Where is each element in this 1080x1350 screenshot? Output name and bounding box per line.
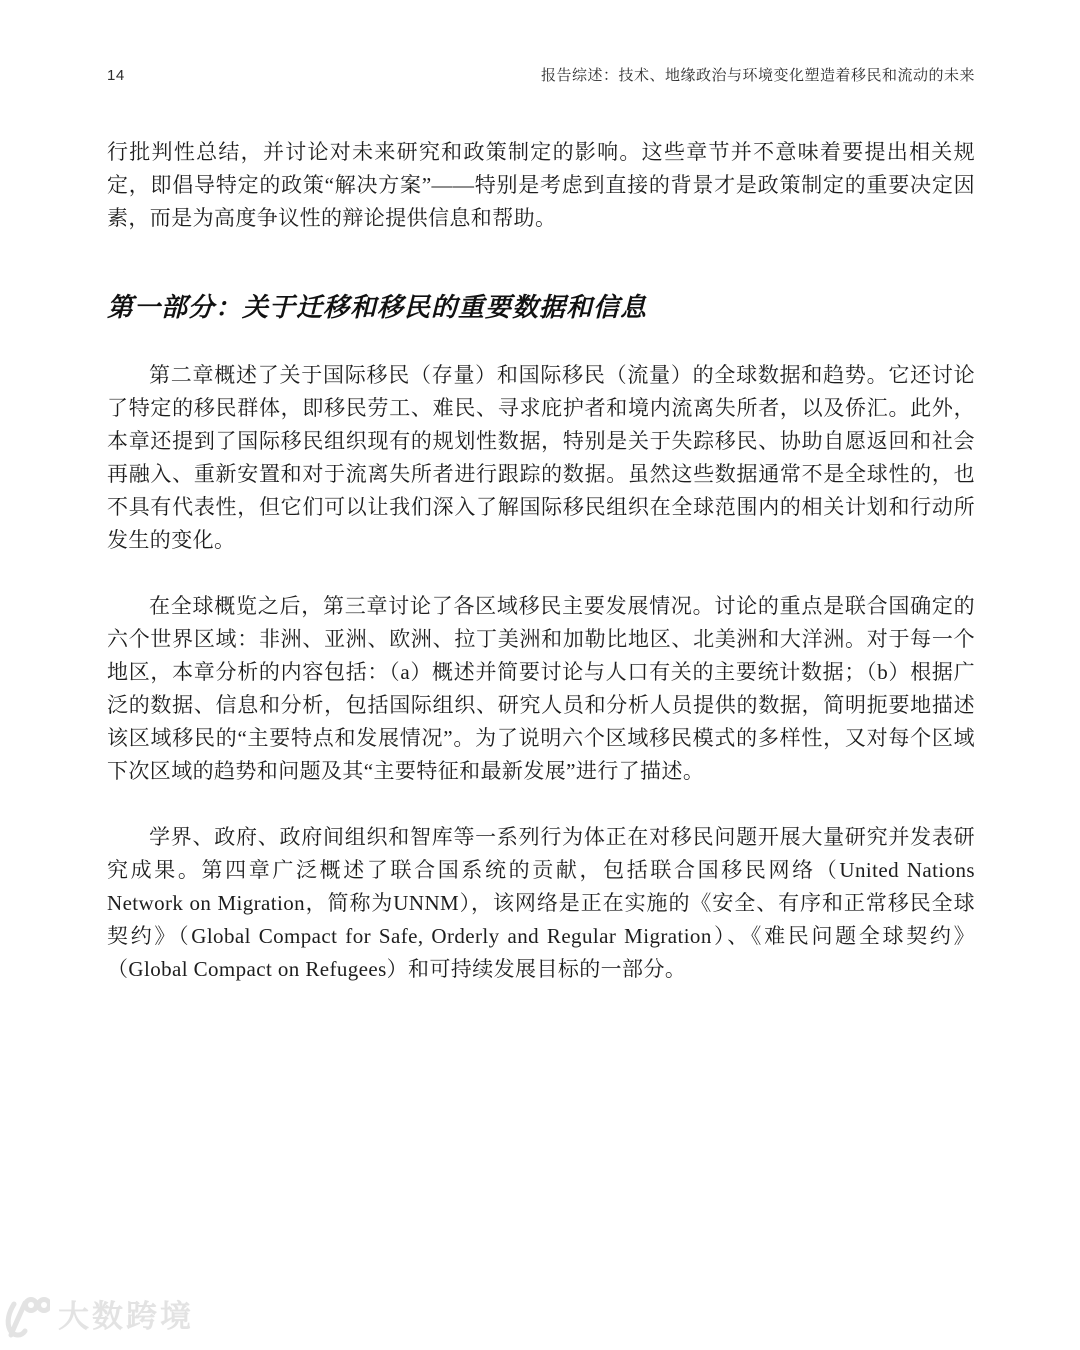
- paragraph-chapter-two: 第二章概述了关于国际移民（存量）和国际移民（流量）的全球数据和趋势。它还讨论了特定的移民群体，即移民劳工、难民、寻求庇护者和境内流离失所者，以及侨汇。此外，本章还提到了国际移民组织现有的规划性数据，特别是关于失踪移民、协助自愿返回和社会再融入、重新安置和对于流离失所者进行跟踪的数据。虽然这些数据通常不是全球性的，也不具有代表性，但它们可以让我们深入了解国际移民组织在全球范围内的相关计划和行动所发生的变化。: [107, 363, 975, 552]
- section-heading: 第一部分：关于迁移和移民的重要数据和信息: [107, 292, 648, 322]
- paragraph-chapter-three: 在全球概览之后，第三章讨论了各区域移民主要发展情况。讨论的重点是联合国确定的六个世界区域：非洲、亚洲、欧洲、拉丁美洲和加勒比地区、北美洲和大洋洲。对于每一个地区，本章分析的内容包括：（a）概述并简要讨论与人口有关的主要统计数据；（b）根据广泛的数据、信息和分析，包括国际组织、研究人员和分析人员提供的数据，简明扼要地描述该区域移民的“主要特点和发展情况”。为了说明六个区域移民模式的多样性，又对每个区域下次区域的趋势和问题及其“主要特征和最新发展”进行了描述。: [107, 594, 975, 783]
- watermark: [6, 1290, 194, 1342]
- page-number: 14: [107, 67, 125, 84]
- watermark-logo-icon: [0, 1290, 50, 1342]
- running-title: 报告综述：技术、地缘政治与环境变化塑造着移民和流动的未来: [540, 67, 975, 84]
- paragraph-chapter-four: 学界、政府、政府间组织和智库等一系列行为体正在对移民问题开展大量研究并发表研究成果。第四章广泛概述了联合国系统的贡献，包括联合国移民网络（United Nations Network on Migration，简称为UNNM），该网络是正在实施的《安全、有序和正常移民全球契约》（Global Compact for Safe, Orderly and Regular Migration）、《难民问题全球契约》（Global Compact on Refugees）和可持续发展目标的一部分。: [107, 825, 975, 981]
- page-header: [107, 64, 975, 85]
- page-body: [107, 136, 975, 986]
- paragraph-continuation: 行批判性总结，并讨论对未来研究和政策制定的影响。这些章节并不意味着要提出相关规定，即倡导特定的政策“解决方案”——特别是考虑到直接的背景才是政策制定的重要决定因素，而是为高度争议性的辩论提供信息和帮助。: [107, 140, 975, 230]
- watermark-text: 大数跨境: [58, 1298, 194, 1334]
